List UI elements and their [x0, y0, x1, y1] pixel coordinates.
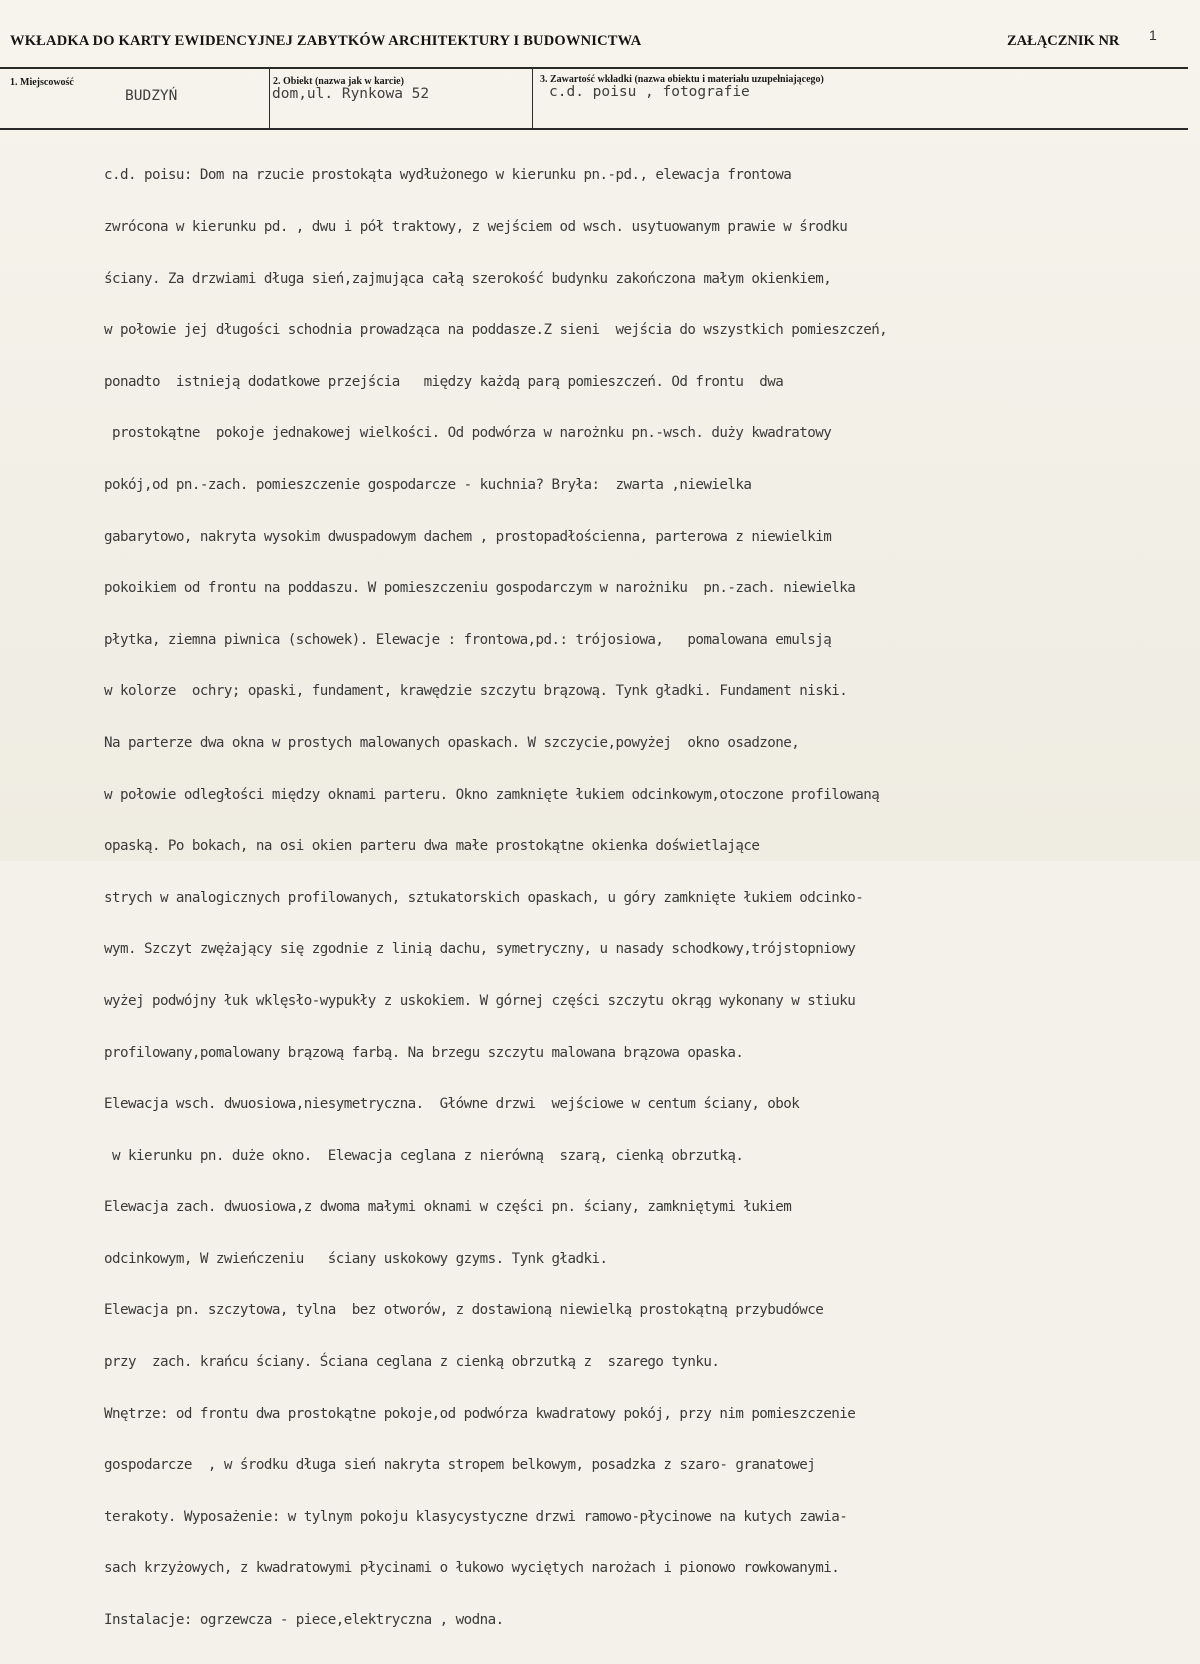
- body-line: przy zach. krańcu ściany. Ściana ceglana z cienką obrzutką z szarego tynku.: [104, 1354, 720, 1371]
- field-divider-1: [269, 69, 270, 128]
- field-divider-2: [532, 69, 533, 128]
- locality-value: BUDZYŃ: [125, 88, 178, 104]
- body-line: ściany. Za drzwiami długa sień,zajmująca całą szerokość budynku zakończona małym okienkiem,: [104, 270, 832, 287]
- body-line: Elewacja wsch. dwuosiowa,niesymetryczna. Główne drzwi wejściowe w centum ściany, obok: [104, 1096, 800, 1113]
- body-line: pokoikiem od frontu na poddaszu. W pomieszczeniu gospodarczym w narożniku pn.-zach. niewielka: [104, 580, 856, 597]
- body-line: Elewacja pn. szczytowa, tylna bez otworów, z dostawioną niewielką prostokątną przybudówce: [104, 1302, 824, 1319]
- annex-number: 1: [1149, 27, 1157, 43]
- body-line: ponadto istnieją dodatkowe przejścia między każdą parą pomieszczeń. Od frontu dwa: [104, 373, 784, 390]
- description-body: [104, 133, 887, 1664]
- body-line: terakoty. Wyposażenie: w tylnym pokoju klasycystyczne drzwi ramowo-płycinowe na kutych zawia-: [104, 1508, 848, 1525]
- contents-value: c.d. poisu , fotografie: [549, 84, 750, 100]
- body-line: w połowie odległości między oknami parteru. Okno zamknięte łukiem odcinkowym,otoczone profilowaną: [104, 786, 880, 803]
- body-line: profilowany,pomalowany brązową farbą. Na brzegu szczytu malowana brązowa opaska.: [104, 1044, 744, 1061]
- body-line: prostokątne pokoje jednakowej wielkości. Od podwórza w narożnku pn.-wsch. duży kwadratowy: [104, 425, 832, 442]
- body-line: gospodarcze , w środku długa sień nakryta stropem belkowym, posadzka z szaro- granatowej: [104, 1457, 816, 1474]
- body-line: gabarytowo, nakryta wysokim dwuspadowym dachem , prostopadłościenna, parterowa z niewielkim: [104, 528, 832, 545]
- locality-label: 1. Miejscowość: [10, 77, 74, 88]
- body-line: w kolorze ochry; opaski, fundament, krawędzie szczytu brązową. Tynk gładki. Fundament niski.: [104, 683, 848, 700]
- annex-label: ZAŁĄCZNIK NR: [1007, 33, 1120, 49]
- body-line: sach krzyżowych, z kwadratowymi płycinami o łukowo wyciętych narożach i pionowo rowkowanymi.: [104, 1560, 840, 1577]
- body-line: płytka, ziemna piwnica (schowek). Elewacje : frontowa,pd.: trójosiowa, pomalowana emulsją: [104, 631, 832, 648]
- document-title: WKŁADKA DO KARTY EWIDENCYJNEJ ZABYTKÓW ARCHITEKTURY I BUDOWNICTWA: [10, 33, 642, 49]
- body-line: Na parterze dwa okna w prostych malowanych opaskach. W szczycie,powyżej okno osadzone,: [104, 734, 800, 751]
- body-line: Elewacja zach. dwuosiowa,z dwoma małymi oknami w części pn. ściany, zamkniętymi łukiem: [104, 1199, 792, 1216]
- body-line: opaską. Po bokach, na osi okien parteru dwa małe prostokątne okienka doświetlające: [104, 838, 760, 855]
- body-line: wym. Szczyt zwężający się zgodnie z linią dachu, symetryczny, u nasady schodkowy,trójstopniowy: [104, 941, 856, 958]
- header-bottom-rule: [0, 128, 1188, 130]
- body-line: w kierunku pn. duże okno. Elewacja ceglana z nierówną szarą, cienką obrzutką.: [104, 1147, 744, 1164]
- body-line: zwrócona w kierunku pd. , dwu i pół traktowy, z wejściem od wsch. usytuowanym prawie w środku: [104, 219, 848, 235]
- object-value: dom,ul. Rynkowa 52: [272, 86, 430, 102]
- body-line: Instalacje: ogrzewcza - piece,elektryczna , wodna.: [104, 1612, 504, 1629]
- body-line: Wnętrze: od frontu dwa prostokątne pokoje,od podwórza kwadratowy pokój, przy nim pomieszczenie: [104, 1405, 856, 1422]
- body-line: pokój,od pn.-zach. pomieszczenie gospodarcze - kuchnia? Bryła: zwarta ,niewielka: [104, 476, 752, 493]
- object-label: 2. Obiekt (nazwa jak w karcie): [273, 76, 404, 87]
- body-line: strych w analogicznych profilowanych, sztukatorskich opaskach, u góry zamknięte łukiem odcinko-: [104, 889, 864, 906]
- body-line: wyżej podwójny łuk wklęsło-wypukły z uskokiem. W górnej części szczytu okrąg wykonany w stiuku: [104, 992, 856, 1009]
- contents-label: 3. Zawartość wkładki (nazwa obiektu i materiału uzupełniającego): [540, 74, 824, 85]
- body-line: c.d. poisu: Dom na rzucie prostokąta wydłużonego w kierunku pn.-pd., elewacja frontowa: [104, 167, 792, 184]
- header-top-rule: [0, 67, 1188, 69]
- body-line: odcinkowym, W zwieńczeniu ściany uskokowy gzyms. Tynk gładki.: [104, 1250, 608, 1267]
- body-line: w połowie jej długości schodnia prowadząca na poddasze.Z sieni wejścia do wszystkich pomieszczeń,: [104, 322, 888, 339]
